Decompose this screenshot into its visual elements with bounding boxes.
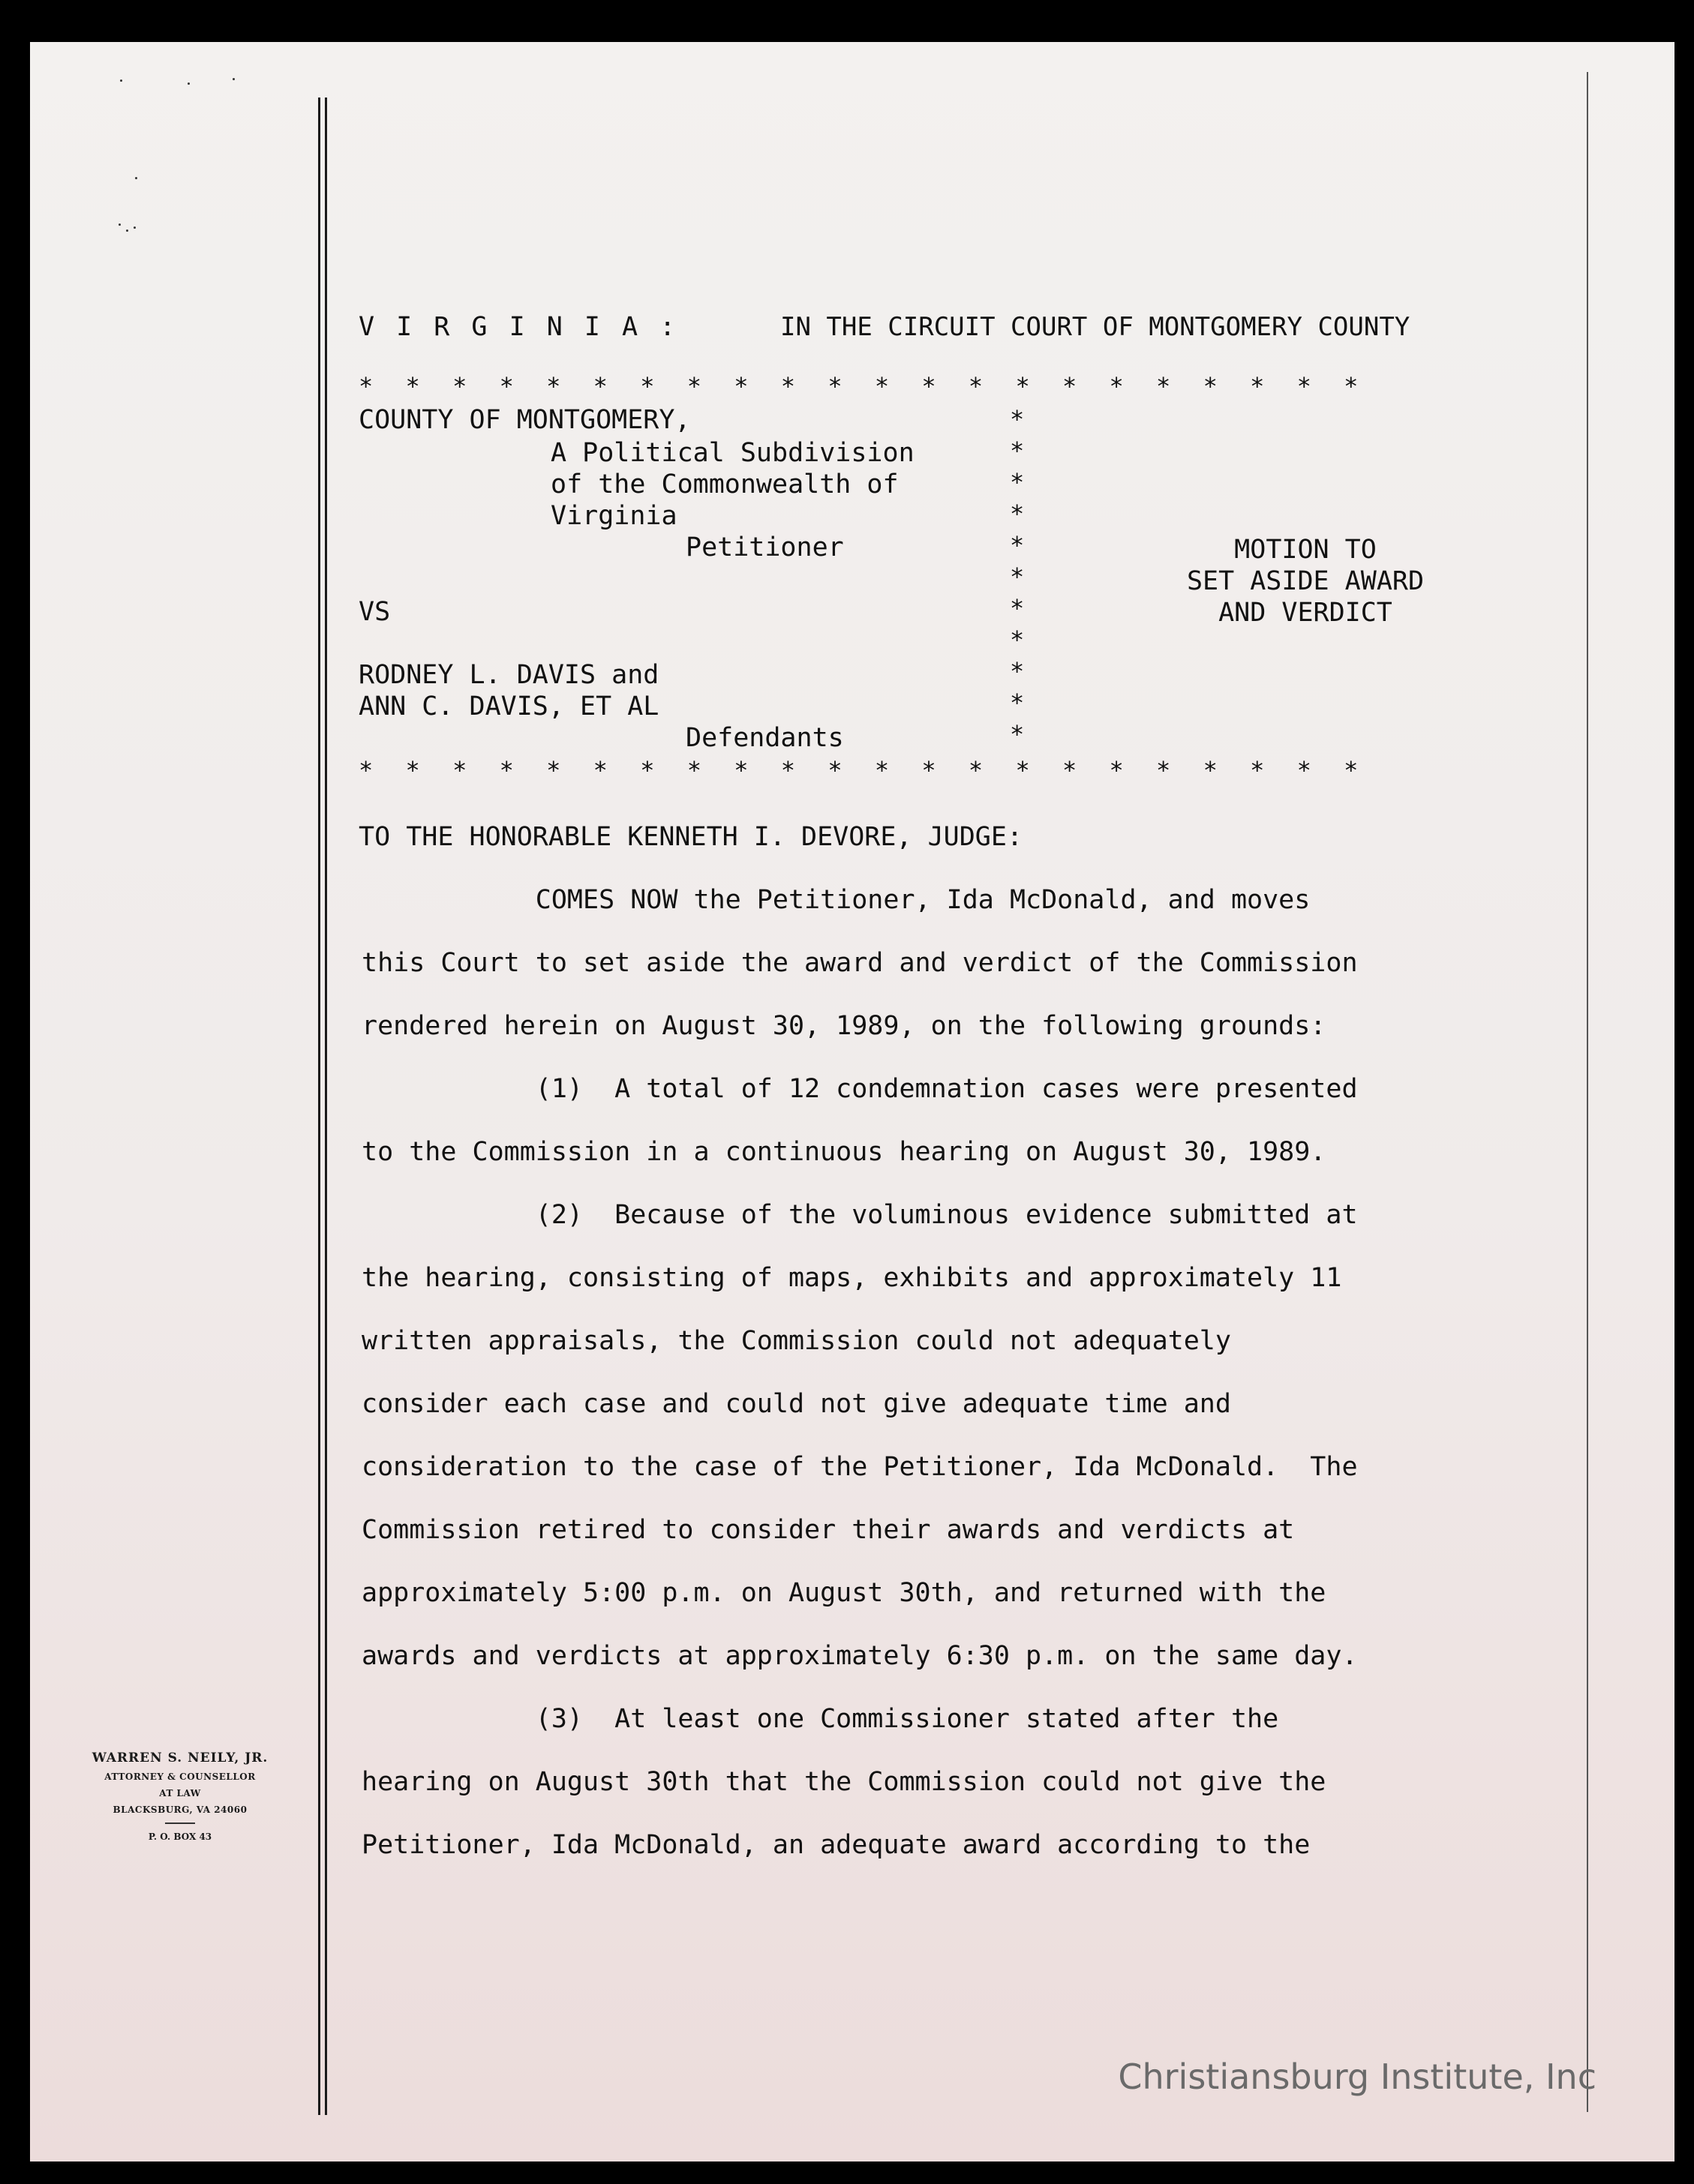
jurisdiction-label: V I R G I N I A :	[359, 312, 679, 342]
scan-speck	[233, 78, 235, 80]
attorney-letterhead	[45, 1750, 315, 1842]
right-margin-rule	[1587, 72, 1588, 2112]
defendant-name: ANN C. DAVIS, ET AL	[359, 692, 659, 722]
petitioner-name: COUNTY OF MONTGOMERY,	[359, 405, 691, 435]
body-line: consideration to the case of the Petitioner, Ida McDonald. The	[362, 1452, 1358, 1482]
caption-border-star: *	[1010, 531, 1025, 560]
body-line: hearing on August 30th that the Commission could not give the	[362, 1767, 1326, 1797]
motion-title-line: MOTION TO	[1234, 535, 1377, 565]
body-line: Commission retired to consider their awards and verdicts at	[362, 1515, 1295, 1545]
attorney-title: ATTORNEY & COUNSELLOR	[104, 1772, 256, 1782]
body-line: (2) Because of the voluminous evidence submitted at	[362, 1200, 1358, 1230]
letterhead-divider	[165, 1822, 195, 1824]
body-line: written appraisals, the Commission could not adequately	[362, 1326, 1231, 1356]
attorney-subtitle: AT LAW	[159, 1788, 201, 1798]
caption-border-star: *	[1010, 562, 1025, 591]
body-line: COMES NOW the Petitioner, Ida McDonald, and moves	[362, 885, 1311, 915]
margin-rule	[318, 98, 320, 2115]
caption-border-star: *	[1010, 720, 1025, 748]
motion-title-line: AND VERDICT	[1218, 598, 1392, 628]
salutation: TO THE HONORABLE KENNETH I. DEVORE, JUDGE:	[359, 822, 1023, 852]
attorney-city: BLACKSBURG, VA 24060	[113, 1804, 248, 1815]
body-line: approximately 5:00 p.m. on August 30th, and returned with the	[362, 1578, 1326, 1608]
versus-label: VS	[359, 597, 391, 627]
caption-border-star: *	[1010, 688, 1025, 717]
scan-speck	[134, 226, 136, 229]
motion-title-line: SET ASIDE AWARD	[1186, 566, 1425, 596]
body-line: rendered herein on August 30, 1989, on the following grounds:	[362, 1011, 1326, 1041]
body-line: Petitioner, Ida McDonald, an adequate award according to the	[362, 1830, 1311, 1860]
scan-speck	[126, 230, 128, 232]
document-page	[30, 42, 1674, 2162]
caption-border-bottom: * * * * * * * * * * * * * * * * * * * * * *	[359, 756, 1368, 784]
petitioner-description: A Political Subdivision	[551, 438, 915, 468]
scan-speck	[119, 224, 121, 226]
body-line: the hearing, consisting of maps, exhibits and approximately 11	[362, 1263, 1342, 1293]
body-line: awards and verdicts at approximately 6:30 p.m. on the same day.	[362, 1641, 1358, 1671]
attorney-name: WARREN S. NEILY, JR.	[92, 1750, 269, 1766]
court-name: IN THE CIRCUIT COURT OF MONTGOMERY COUNTY	[780, 312, 1410, 342]
petitioner-role: Petitioner	[686, 532, 844, 562]
scan-speck	[120, 80, 122, 82]
body-line: consider each case and could not give adequate time and	[362, 1389, 1231, 1419]
defendant-role: Defendants	[686, 723, 844, 753]
body-line: (1) A total of 12 condemnation cases were presented	[362, 1074, 1358, 1104]
motion-title	[1133, 534, 1478, 628]
caption-border-star: *	[1010, 626, 1025, 654]
caption-border-star: *	[1010, 436, 1025, 465]
defendant-name: RODNEY L. DAVIS and	[359, 660, 659, 690]
caption-border-star: *	[1010, 405, 1025, 434]
scan-speck	[135, 177, 137, 179]
caption-border-star: *	[1010, 468, 1025, 496]
caption-border-top: * * * * * * * * * * * * * * * * * * * * * *	[359, 372, 1368, 400]
body-line: (3) At least one Commissioner stated after the	[362, 1704, 1279, 1734]
caption-border-star: *	[1010, 657, 1025, 686]
body-line: to the Commission in a continuous hearing on August 30, 1989.	[362, 1137, 1326, 1167]
petitioner-description: Virginia	[551, 501, 677, 531]
petitioner-description: of the Commonwealth of	[551, 470, 899, 500]
margin-rule	[325, 98, 327, 2115]
caption-border-star: *	[1010, 500, 1025, 528]
archive-watermark: Christiansburg Institute, Inc	[1118, 2056, 1596, 2097]
body-line: this Court to set aside the award and verdict of the Commission	[362, 948, 1358, 978]
scan-speck	[188, 82, 190, 85]
caption-border-star: *	[1010, 594, 1025, 622]
attorney-po-box: P. O. BOX 43	[148, 1832, 212, 1842]
